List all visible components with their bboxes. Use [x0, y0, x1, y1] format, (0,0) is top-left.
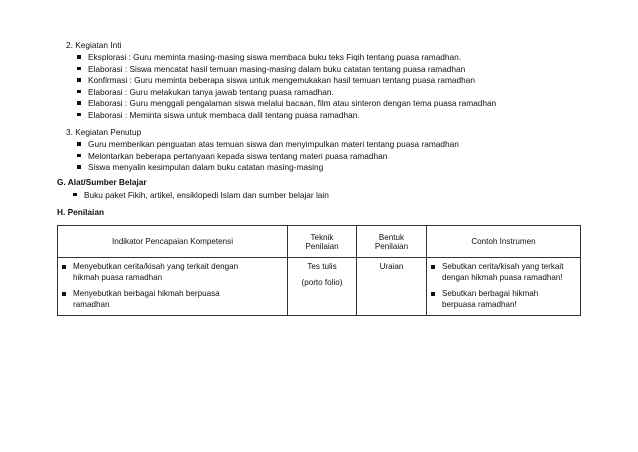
list-item: Sebutkan berbagai hikmah berpuasa ramadhan!: [427, 289, 580, 310]
bullet-icon: [431, 292, 435, 296]
header-indikator: Indikator Pencapaian Kompetensi: [58, 226, 288, 258]
list-item: Guru memberikan penguatan atas temuan siswa dan menyimpulkan materi tentang puasa ramadhan: [88, 139, 459, 149]
list-item: Elaborasi : Siswa mencatat hasil temuan masing-masing dalam buku catatan tentang puasa ramadhan: [88, 64, 465, 74]
list-item: Sebutkan cerita/kisah yang terkait dengan hikmah puasa ramadhan!: [427, 262, 580, 283]
bullet-icon: [77, 90, 81, 94]
list-item: Siswa menyalin kesimpulan dalam buku catatan masing-masing: [88, 162, 323, 172]
alat-sumber-heading: G. Alat/Sumber Belajar: [57, 177, 147, 187]
bullet-icon: [77, 154, 81, 158]
penilaian-heading: H. Penilaian: [57, 207, 105, 217]
header-bentuk: Bentuk Penilaian: [357, 226, 427, 258]
header-contoh: Contoh Instrumen: [427, 226, 581, 258]
kegiatan-inti-heading: 2. Kegiatan Inti: [66, 40, 122, 50]
bullet-icon: [77, 165, 81, 169]
list-item: Eksplorasi : Guru meminta masing-masing siswa membaca buku teks Fiqih tentang puasa ramadhan.: [88, 52, 461, 62]
bullet-icon: [431, 265, 435, 269]
bullet-icon: [73, 193, 77, 197]
list-item: Konfirmasi : Guru meminta beberapa siswa untuk mengemukakan hasil temuan tentang puasa ramadhan: [88, 75, 475, 85]
penilaian-table: [57, 225, 581, 316]
bullet-icon: [77, 67, 81, 71]
list-item: Elaborasi : Guru menggali pengalaman siswa melalui bacaan, film atau sinteron dengan tema puasa ramadhan: [88, 98, 496, 108]
bullet-icon: [77, 55, 81, 59]
bullet-icon: [62, 265, 66, 269]
list-item: Elaborasi : Guru melakukan tanya jawab tentang puasa ramadhan.: [88, 87, 334, 97]
list-item: Elaborasi : Meminta siswa untuk membaca dalil tentang puasa ramadhan.: [88, 110, 360, 120]
header-teknik: Teknik Penilaian: [288, 226, 357, 258]
cell-bentuk: Uraian: [357, 258, 427, 316]
bullet-icon: [77, 101, 81, 105]
list-item: Menyebutkan cerita/kisah yang terkait dengan hikmah puasa ramadhan: [58, 262, 287, 283]
table-row: [58, 258, 581, 316]
bullet-icon: [62, 292, 66, 296]
bullet-icon: [77, 142, 81, 146]
list-item: Melontarkan beberapa pertanyaan kepada siswa tentang materi puasa ramadhan: [88, 151, 387, 161]
list-item: Buku paket Fikih, artikel, ensiklopedi Islam dan sumber belajar lain: [84, 190, 329, 200]
cell-teknik: Tes tulis (porto folio): [288, 258, 357, 316]
list-item: Menyebutkan berbagai hikmah berpuasa ramadhan: [58, 289, 287, 310]
table-header-row: [58, 226, 581, 258]
kegiatan-penutup-heading: 3. Kegiatan Penutup: [66, 127, 142, 137]
cell-indikator: [58, 258, 288, 316]
bullet-icon: [77, 113, 81, 117]
bullet-icon: [77, 78, 81, 82]
cell-contoh: [427, 258, 581, 316]
